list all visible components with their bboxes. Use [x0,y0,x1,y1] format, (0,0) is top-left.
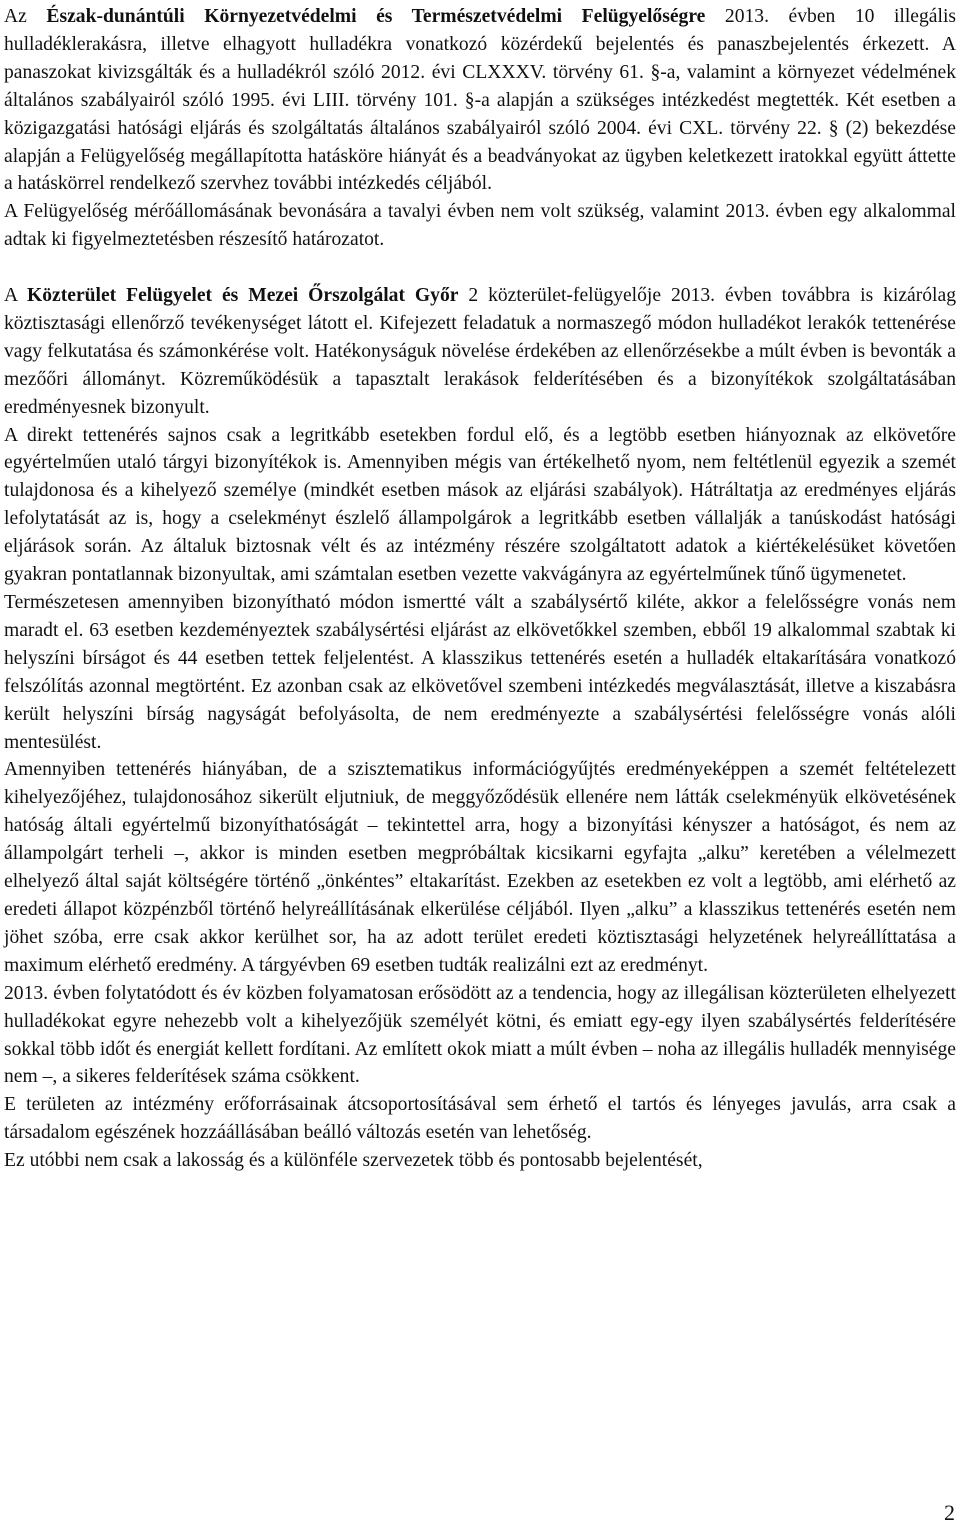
document-body [4,3,956,1175]
paragraph-text: 2013. évben 10 illegális hulladéklerakásra, illetve elhagyott hulladékra vonatkozó közérdekű bejelentés és panaszbejelentés érkezett. A panaszokat kivizsgálták és a hulladékról szóló 2012. évi CLXXXV. törvény 61. §-a, valamint a környezet védelmének általános szabályairól szóló 1995. évi LIII. törvény 101. §-a alapján a szükséges intézkedést megtették. Két esetben a közigazgatási hatósági eljárás és szolgáltatás általános szabályairól szóló 2004. évi CXL. törvény 22. § (2) bekezdése alapján a Felügyelőség megállapította hatásköre hiányát és a beadványokat az ügyben keletkezett iratokkal együtt áttette a hatáskörrel rendelkező szervhez további intézkedés céljából. [4,6,957,195]
paragraph-meroallomas: A Felügyelőség mérőállomásának bevonására a tavalyi évben nem volt szükség, valamint 2013. évben egy alkalommal adtak ki figyelmeztetésben részesítő határozatot. [4,201,956,251]
paragraph-felugyeloseg [4,3,956,198]
paragraph-felelossegre-vonas: Természetesen amennyiben bizonyítható módon ismertté vált a szabálysértő kiléte, akkor a felelősségre vonás nem maradt el. 63 esetben kezdeményeztek szabálysértési eljárást az elkövetőkkel szemben, ebből 19 alkalommal szabtak ki helyszíni bírságot és 44 esetben tettek feljelentést. A klasszikus tettenérés esetén a hulladék eltakarítására vonatkozó felszólítás azonnal megtörtént. Ez azonban csak az elkövetővel szembeni intézkedés megválasztását, illetve a kiszabásra került helyszíni bírság nagyságát befolyásolta, de nem eredményezte a szabálysértési felelősségre vonás alóli mentesülést. [4,592,956,753]
paragraph-tendencia: 2013. évben folytatódott és év közben folyamatosan erősödött az a tendencia, hogy az illegálisan közterületen elhelyezett hulladékokat egyre nehezebb volt a kihelyezőjük személyét kötni, és emiatt egy-egy ilyen szabálysértés felderítésére sokkal több időt és energiát kellett fordítani. Az említett okok miatt a múlt évben – noha az illegális hulladék mennyisége nem –, a sikeres felderítések száma csökkent. [4,982,956,1088]
paragraph-direkt-tettenerés: A direkt tettenérés sajnos csak a legritkább esetekben fordul elő, és a legtöbb esetben hiányoznak az elkövetőre egyértelműen utaló tárgyi bizonyítékok is. Amennyiben mégis van értékelhető nyom, nem feltétlenül egyezik a szemét tulajdonosa és a kihelyező személye (mindkét esetben mások az eljárási szabályok). Hátráltatja az eredményes eljárás lefolytatását az is, hogy a cselekményt észlelő állampolgárok a legritkább esetben vállalják a tanúskodást hatósági eljárások során. Az általuk biztosnak vélt és az intézmény részére szolgáltatott adatok a kiértékelésüket követően gyakran pontatlannak bizonyultak, ami számtalan esetben vezette vakvágányra az egyértelműnek tűnő ügymenetet. [4,424,956,586]
paragraph-bejelentesek: Ez utóbbi nem csak a lakosság és a különféle szervezetek több és pontosabb bejelentését, [4,1150,703,1172]
institution-name-bold: Közterület Felügyelet és Mezei Őrszolgálat Győr [26,285,459,307]
paragraph-kozterulet-felugyelet [4,282,956,422]
paragraph-text: Az [4,6,47,27]
paragraph-eroforrasok: E területen az intézmény erőforrásainak átcsoportosításával sem érhető el tartós és lényeges javulás, arra csak a társadalom egészének hozzáállásában beálló változás esetén van lehetőség. [4,1094,956,1144]
paragraph-text: 2 közterület-felügyelője 2013. évben továbbra is kizárólag köztisztasági ellenőrző tevékenységet látott el. Kifejezett feladatuk a normaszegő módon hulladékot lerakók tettenérése vagy felkutatása és számonkérése volt. Hatékonyságuk növelése érdekében az ellenőrzésekbe a múlt évben is bevonták a mezőőri állományt. Közreműködésük a tapasztalt lerakások felderítésében és a bizonyítékok szolgáltatásában eredményesnek bizonyult. [4,285,956,418]
paragraph-alku: Amennyiben tettenérés hiányában, de a szisztematikus információgyűjtés eredményeképpen a szemét feltételezett kihelyezőjéhez, tulajdonosához sikerült eljutniuk, de meggyőződésük ellenére nem látták cselekményük elkövetésének hatóság általi egyértelmű bizonyíthatóságát – tekintettel arra, hogy a bizonyítási kényszer a hatóságot, és nem az állampolgárt terheli –, akkor is minden esetben megpróbáltak kicsikarni egyfajta „alku” keretében a vélelmezett elhelyező által saját költségére történő „önkéntes” eltakarítást. Ezekben az esetekben ez volt a legtöbb, ami elérhető az eredeti állapot közpénzből történő helyreállításának elkerülése céljából. Ilyen „alku” a klasszikus tettenérés esetén nem jöhet szóba, erre csak akkor kerülhet sor, ha az adott terület eredeti köztisztasági helyzetének helyreállíttatása a maximum elérhető eredmény. A tárgyévben 69 esetben tudták realizálni ezt az eredményt. [4,759,956,976]
page-number: 2 [944,1500,955,1525]
paragraph-text: A [4,285,27,307]
institution-name-bold: Észak-dunántúli Környezetvédelmi és Természetvédelmi Felügyelőségre [46,6,706,27]
